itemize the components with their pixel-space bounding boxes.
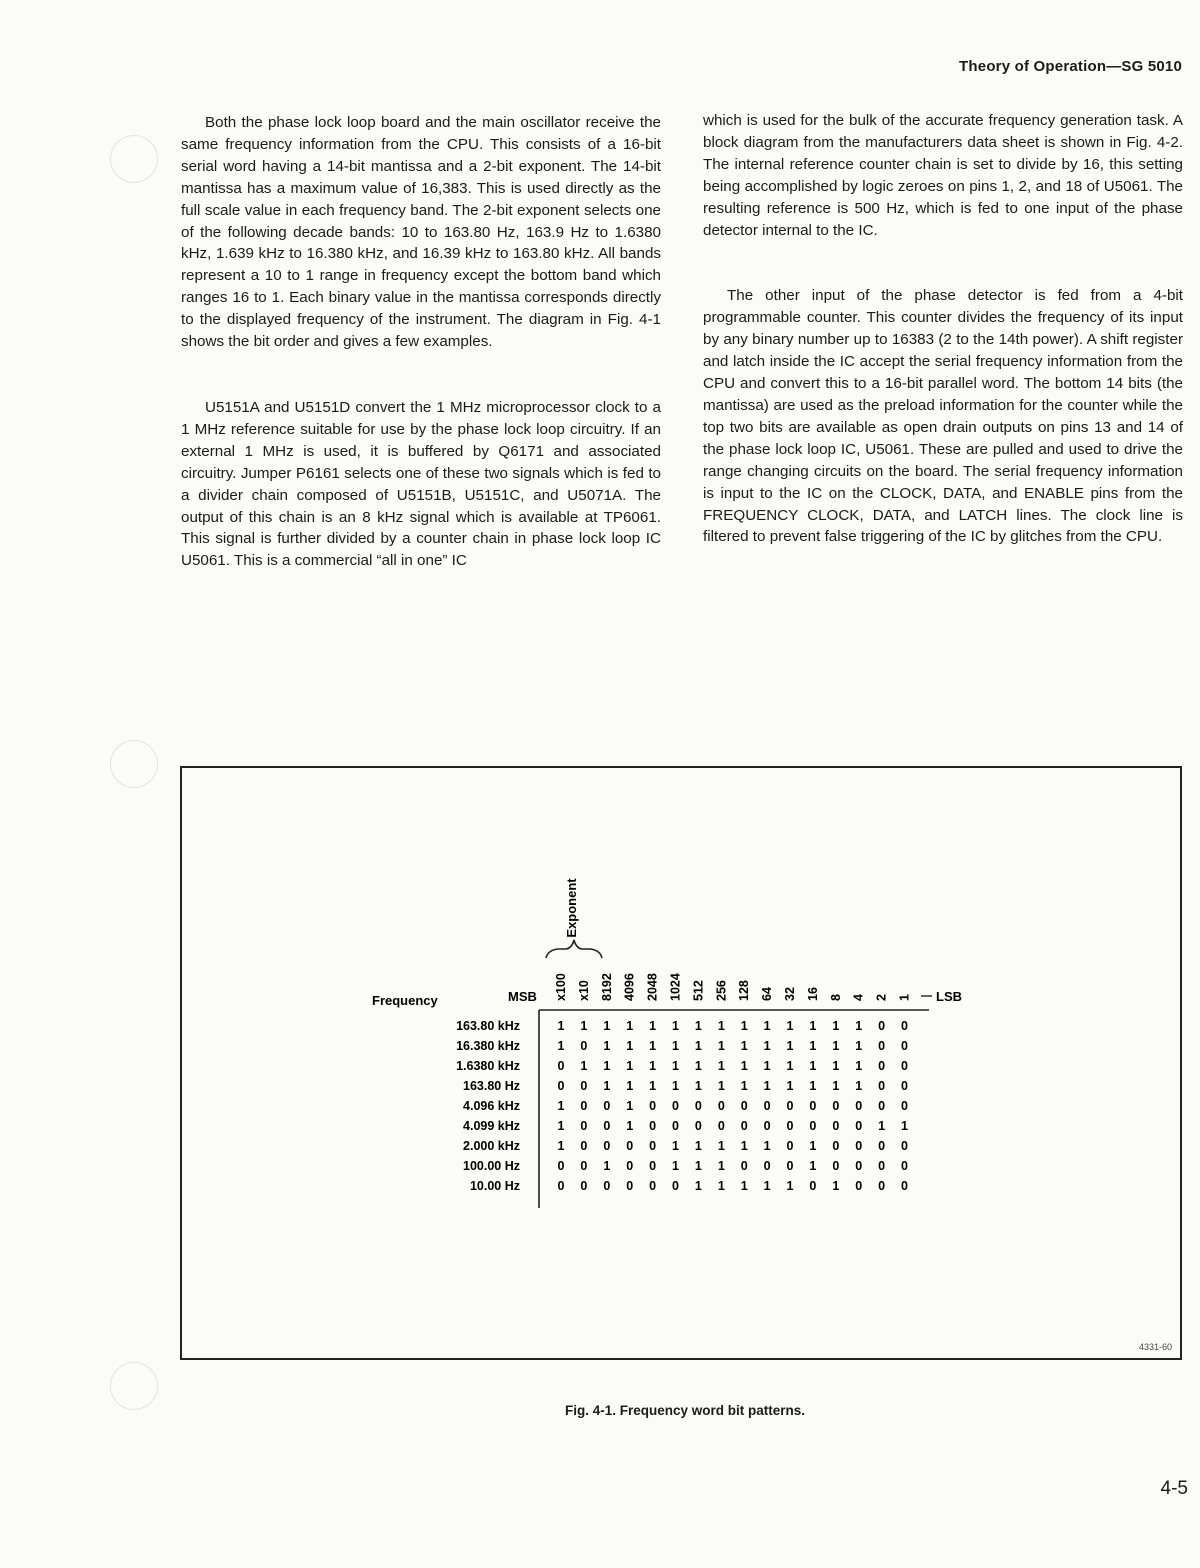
bit-value: 1 bbox=[694, 1159, 702, 1173]
bit-value: 1 bbox=[717, 1139, 725, 1153]
bit-value: 1 bbox=[672, 1039, 679, 1053]
bit-value: 0 bbox=[786, 1159, 794, 1173]
bit-value: 1 bbox=[649, 1079, 657, 1093]
bit-value: 0 bbox=[901, 1159, 908, 1173]
lsb-label: LSB bbox=[936, 989, 962, 1004]
bit-value: 0 bbox=[580, 1139, 588, 1153]
exponent-label: Exponent bbox=[564, 878, 579, 938]
frequency-value: 1.6380 kHz bbox=[456, 1059, 520, 1073]
bit-value: 1 bbox=[763, 1039, 771, 1053]
figure-frame bbox=[180, 766, 1182, 1360]
bit-value: 0 bbox=[649, 1139, 657, 1153]
bit-value: 0 bbox=[580, 1079, 588, 1093]
bit-value: 1 bbox=[832, 1079, 840, 1093]
bit-value: 1 bbox=[763, 1019, 771, 1033]
frequency-value: 2.000 kHz bbox=[463, 1139, 520, 1153]
bit-header: 8 bbox=[828, 994, 843, 1001]
bit-value: 0 bbox=[901, 1059, 908, 1073]
bit-value: 1 bbox=[786, 1059, 794, 1073]
bit-value: 1 bbox=[740, 1059, 748, 1073]
bit-value: 1 bbox=[649, 1039, 657, 1053]
frequency-value: 10.00 Hz bbox=[469, 1179, 520, 1193]
bit-value: 0 bbox=[901, 1099, 908, 1113]
bit-header: 4 bbox=[851, 994, 866, 1001]
bit-value: 0 bbox=[763, 1119, 771, 1133]
frequency-value: 163.80 kHz bbox=[456, 1019, 520, 1033]
bit-value: 1 bbox=[740, 1139, 748, 1153]
bit-value: 1 bbox=[786, 1079, 794, 1093]
msb-label: MSB bbox=[508, 989, 537, 1004]
bit-value: 0 bbox=[557, 1159, 565, 1173]
bit-value: 0 bbox=[763, 1099, 771, 1113]
bit-value: 0 bbox=[580, 1119, 588, 1133]
bit-value: 1 bbox=[603, 1059, 611, 1073]
bit-value: 1 bbox=[763, 1179, 771, 1193]
bit-value: 0 bbox=[809, 1179, 817, 1193]
page-header: Theory of Operation—SG 5010 bbox=[959, 58, 1182, 75]
bit-value: 0 bbox=[809, 1119, 817, 1133]
bit-value: 0 bbox=[649, 1119, 657, 1133]
bit-value: 0 bbox=[740, 1159, 748, 1173]
bit-value: 0 bbox=[878, 1039, 886, 1053]
bit-value: 1 bbox=[626, 1119, 634, 1133]
bit-value: 1 bbox=[580, 1059, 588, 1073]
bit-value: 1 bbox=[626, 1059, 634, 1073]
bit-value: 1 bbox=[672, 1139, 679, 1153]
bit-value: 0 bbox=[557, 1059, 565, 1073]
left-paragraph-1: Both the phase lock loop board and the main oscillator receive the same frequency information from the CPU. This consists of a 16-bit serial word having a 14-bit mantissa and a 2-bit exponent. The 14-bit mantissa has a maximum value of 16,383. This is used directly as the full scale value in each frequency band. The 2-bit exponent selects one of the following decade bands: 10 to 163.80 Hz, 163.9 Hz to 1.6380 kHz, 1.639 kHz to 16.380 kHz, and 16.39 kHz to 163.80 kHz. All bands represent a 10 to 1 range in frequency except the bottom band which ranges 16 to 1. Each binary value in the mantissa corresponds directly to the displayed frequency of the instrument. The diagram in Fig. 4-1 shows the bit order and gives a few examples. bbox=[181, 114, 661, 351]
scan-hole-mark bbox=[110, 740, 158, 788]
bit-value: 1 bbox=[626, 1039, 634, 1053]
bit-value: 1 bbox=[809, 1079, 817, 1093]
bit-value: 0 bbox=[740, 1119, 748, 1133]
bit-header: 32 bbox=[783, 987, 797, 1001]
bit-header: 64 bbox=[760, 987, 775, 1001]
bit-header: x10 bbox=[576, 980, 591, 1001]
bit-value: 0 bbox=[901, 1179, 908, 1193]
bit-value: 0 bbox=[557, 1079, 565, 1093]
bit-value: 1 bbox=[557, 1139, 565, 1153]
bit-value: 1 bbox=[809, 1059, 817, 1073]
bit-header: 1 bbox=[897, 994, 912, 1001]
frequency-value: 4.099 kHz bbox=[463, 1119, 520, 1133]
bit-value: 0 bbox=[832, 1099, 840, 1113]
bit-value: 0 bbox=[855, 1139, 863, 1153]
bit-value: 1 bbox=[809, 1039, 817, 1053]
bit-value: 1 bbox=[763, 1059, 771, 1073]
bit-value: 1 bbox=[694, 1059, 702, 1073]
bit-value: 0 bbox=[740, 1099, 748, 1113]
bit-value: 0 bbox=[878, 1059, 886, 1073]
bit-value: 0 bbox=[672, 1179, 679, 1193]
bit-value: 1 bbox=[557, 1019, 565, 1033]
bit-value: 0 bbox=[717, 1099, 725, 1113]
figure-id: 4331-60 bbox=[1138, 1342, 1172, 1352]
bit-value: 1 bbox=[694, 1039, 702, 1053]
bit-value: 1 bbox=[717, 1019, 725, 1033]
bit-value: 0 bbox=[649, 1099, 657, 1113]
bit-header: 16 bbox=[805, 987, 820, 1001]
bit-value: 0 bbox=[603, 1099, 611, 1113]
bit-value: 1 bbox=[809, 1019, 817, 1033]
bit-value: 1 bbox=[855, 1039, 863, 1053]
bit-value: 1 bbox=[626, 1099, 634, 1113]
page-number: 4-5 bbox=[1160, 1478, 1188, 1499]
bit-value: 1 bbox=[649, 1019, 657, 1033]
bit-value: 1 bbox=[694, 1019, 702, 1033]
bit-value: 0 bbox=[901, 1019, 908, 1033]
bit-value: 0 bbox=[694, 1099, 702, 1113]
right-paragraph-2: The other input of the phase detector is fed from a 4-bit programmable counter. This counter divides the frequency of its input by any binary number up to 16383 (2 to the 14th power). A shift register and latch inside the IC accept the serial frequency information from the CPU and convert this to a 16-bit parallel word. The bottom 14 bits (the mantissa) are used as the preload information for the counter while the top two bits are available as open drain outputs on pins 13 and 14 of the phase lock loop IC, U5061. These are pulled and used to drive the range changing circuits on the board. The serial frequency information is input to the IC on the CLOCK, DATA, and ENABLE pins from the FREQUENCY CLOCK, DATA, and LATCH lines. The clock line is filtered to prevent false triggering of the IC by glitches from the CPU. bbox=[703, 287, 1183, 546]
bit-value: 1 bbox=[672, 1159, 679, 1173]
bit-header: 512 bbox=[691, 980, 706, 1001]
bit-value: 1 bbox=[557, 1039, 565, 1053]
bit-value: 1 bbox=[717, 1159, 725, 1173]
bit-value: 0 bbox=[832, 1119, 840, 1133]
bit-value: 1 bbox=[855, 1019, 863, 1033]
bit-value: 1 bbox=[694, 1139, 702, 1153]
bit-value: 1 bbox=[809, 1159, 817, 1173]
bit-value: 0 bbox=[855, 1179, 863, 1193]
bit-value: 0 bbox=[786, 1119, 794, 1133]
bit-value: 1 bbox=[763, 1079, 771, 1093]
bit-value: 0 bbox=[878, 1079, 886, 1093]
bit-value: 0 bbox=[901, 1039, 908, 1053]
bit-header: 1024 bbox=[668, 973, 683, 1001]
frequency-value: 100.00 Hz bbox=[463, 1159, 520, 1173]
bit-value: 1 bbox=[603, 1019, 611, 1033]
bit-value: 0 bbox=[557, 1179, 565, 1193]
bit-value: 1 bbox=[809, 1139, 817, 1153]
bit-value: 1 bbox=[603, 1039, 611, 1053]
bit-value: 0 bbox=[786, 1139, 794, 1153]
bit-header: 256 bbox=[714, 980, 729, 1001]
bit-value: 1 bbox=[832, 1019, 840, 1033]
bit-value: 1 bbox=[832, 1179, 840, 1193]
bit-value: 0 bbox=[855, 1099, 863, 1113]
bit-value: 1 bbox=[672, 1079, 679, 1093]
right-paragraph-1: which is used for the bulk of the accurate frequency generation task. A block diagram from the manufacturers data sheet is shown in Fig. 4-2. The internal reference counter chain is set to divide by 16, this setting being accomplished by logic zeroes on pins 1, 2, and 18 of U5061. The resulting reference is 500 Hz, which is fed to one input of the phase detector internal to the IC. bbox=[703, 112, 1183, 239]
bit-value: 0 bbox=[626, 1139, 634, 1153]
bit-value: 0 bbox=[626, 1159, 634, 1173]
bit-value: 0 bbox=[580, 1179, 588, 1193]
right-column bbox=[703, 110, 1183, 548]
bit-value: 0 bbox=[603, 1139, 611, 1153]
frequency-value: 16.380 kHz bbox=[456, 1039, 520, 1053]
bit-value: 0 bbox=[672, 1119, 679, 1133]
bit-value: 1 bbox=[603, 1079, 611, 1093]
bit-value: 0 bbox=[603, 1179, 611, 1193]
bit-value: 0 bbox=[855, 1119, 863, 1133]
bit-pattern-diagram bbox=[182, 768, 1180, 1358]
bit-value: 0 bbox=[878, 1159, 886, 1173]
bit-value: 0 bbox=[580, 1159, 588, 1173]
bit-header: 8192 bbox=[599, 973, 614, 1001]
bit-header: 4096 bbox=[622, 973, 637, 1001]
bit-value: 1 bbox=[717, 1059, 725, 1073]
frequency-column-label: Frequency bbox=[372, 993, 438, 1008]
bit-value: 0 bbox=[809, 1099, 817, 1113]
bit-value: 1 bbox=[694, 1179, 702, 1193]
bit-value: 1 bbox=[672, 1019, 679, 1033]
bit-value: 0 bbox=[694, 1119, 702, 1133]
exponent-brace bbox=[546, 940, 602, 958]
bit-value: 0 bbox=[580, 1099, 588, 1113]
bit-value: 1 bbox=[832, 1059, 840, 1073]
bit-value: 0 bbox=[832, 1159, 840, 1173]
bit-value: 0 bbox=[603, 1119, 611, 1133]
left-paragraph-2: U5151A and U5151D convert the 1 MHz microprocessor clock to a 1 MHz reference suitable for use by the phase lock loop circuitry. If an external 1 MHz is used, it is buffered by Q6171 and associated circuitry. Jumper P6161 selects one of these two signals which is fed to a divider chain composed of U5151B, U5151C, and U5071A. The output of this chain is an 8 kHz signal which is available at TP6061. This signal is further divided by a counter chain in phase lock loop IC U5061. This is a commercial “all in one” IC bbox=[181, 398, 661, 570]
bit-header: 128 bbox=[737, 980, 752, 1001]
bit-value: 0 bbox=[649, 1159, 657, 1173]
scan-hole-mark bbox=[110, 135, 158, 183]
frequency-value: 4.096 kHz bbox=[463, 1099, 520, 1113]
bit-value: 0 bbox=[855, 1159, 863, 1173]
bit-value: 1 bbox=[832, 1039, 840, 1053]
bit-value: 1 bbox=[740, 1179, 748, 1193]
bit-header: 2048 bbox=[645, 973, 660, 1001]
bit-value: 1 bbox=[717, 1179, 725, 1193]
bit-value: 0 bbox=[649, 1179, 657, 1193]
bit-value: 1 bbox=[649, 1059, 657, 1073]
bit-value: 0 bbox=[901, 1079, 908, 1093]
bit-value: 0 bbox=[832, 1139, 840, 1153]
bit-value: 1 bbox=[740, 1039, 748, 1053]
bit-value: 1 bbox=[717, 1039, 725, 1053]
bit-value: 1 bbox=[786, 1179, 794, 1193]
bit-value: 1 bbox=[717, 1079, 725, 1093]
bit-value: 1 bbox=[786, 1039, 794, 1053]
left-column bbox=[181, 112, 661, 572]
bit-value: 1 bbox=[855, 1079, 863, 1093]
bit-value: 0 bbox=[717, 1119, 725, 1133]
figure-caption: Fig. 4-1. Frequency word bit patterns. bbox=[564, 1403, 806, 1418]
bit-value: 1 bbox=[603, 1159, 611, 1173]
bit-value: 0 bbox=[878, 1019, 886, 1033]
bit-value: 1 bbox=[557, 1119, 565, 1133]
bit-value: 1 bbox=[626, 1019, 634, 1033]
bit-value: 1 bbox=[878, 1119, 886, 1133]
bit-value: 1 bbox=[557, 1099, 565, 1113]
bit-value: 1 bbox=[694, 1079, 702, 1093]
bit-value: 0 bbox=[901, 1139, 908, 1153]
bit-value: 1 bbox=[740, 1019, 748, 1033]
bit-header: 2 bbox=[874, 994, 889, 1001]
bit-value: 0 bbox=[626, 1179, 634, 1193]
bit-value: 1 bbox=[901, 1119, 908, 1133]
bit-value: 1 bbox=[763, 1139, 771, 1153]
bit-value: 1 bbox=[626, 1079, 634, 1093]
bit-value: 1 bbox=[786, 1019, 794, 1033]
bit-value: 0 bbox=[878, 1179, 886, 1193]
bit-value: 0 bbox=[878, 1099, 886, 1113]
bit-value: 1 bbox=[855, 1059, 863, 1073]
bit-value: 0 bbox=[878, 1139, 886, 1153]
bit-value: 1 bbox=[672, 1059, 679, 1073]
frequency-value: 163.80 Hz bbox=[463, 1079, 520, 1093]
bit-value: 0 bbox=[786, 1099, 794, 1113]
bit-value: 1 bbox=[580, 1019, 588, 1033]
bit-header: x100 bbox=[554, 973, 568, 1001]
bit-value: 0 bbox=[672, 1099, 679, 1113]
bit-value: 0 bbox=[580, 1039, 588, 1053]
bit-value: 1 bbox=[740, 1079, 748, 1093]
bit-value: 0 bbox=[763, 1159, 771, 1173]
